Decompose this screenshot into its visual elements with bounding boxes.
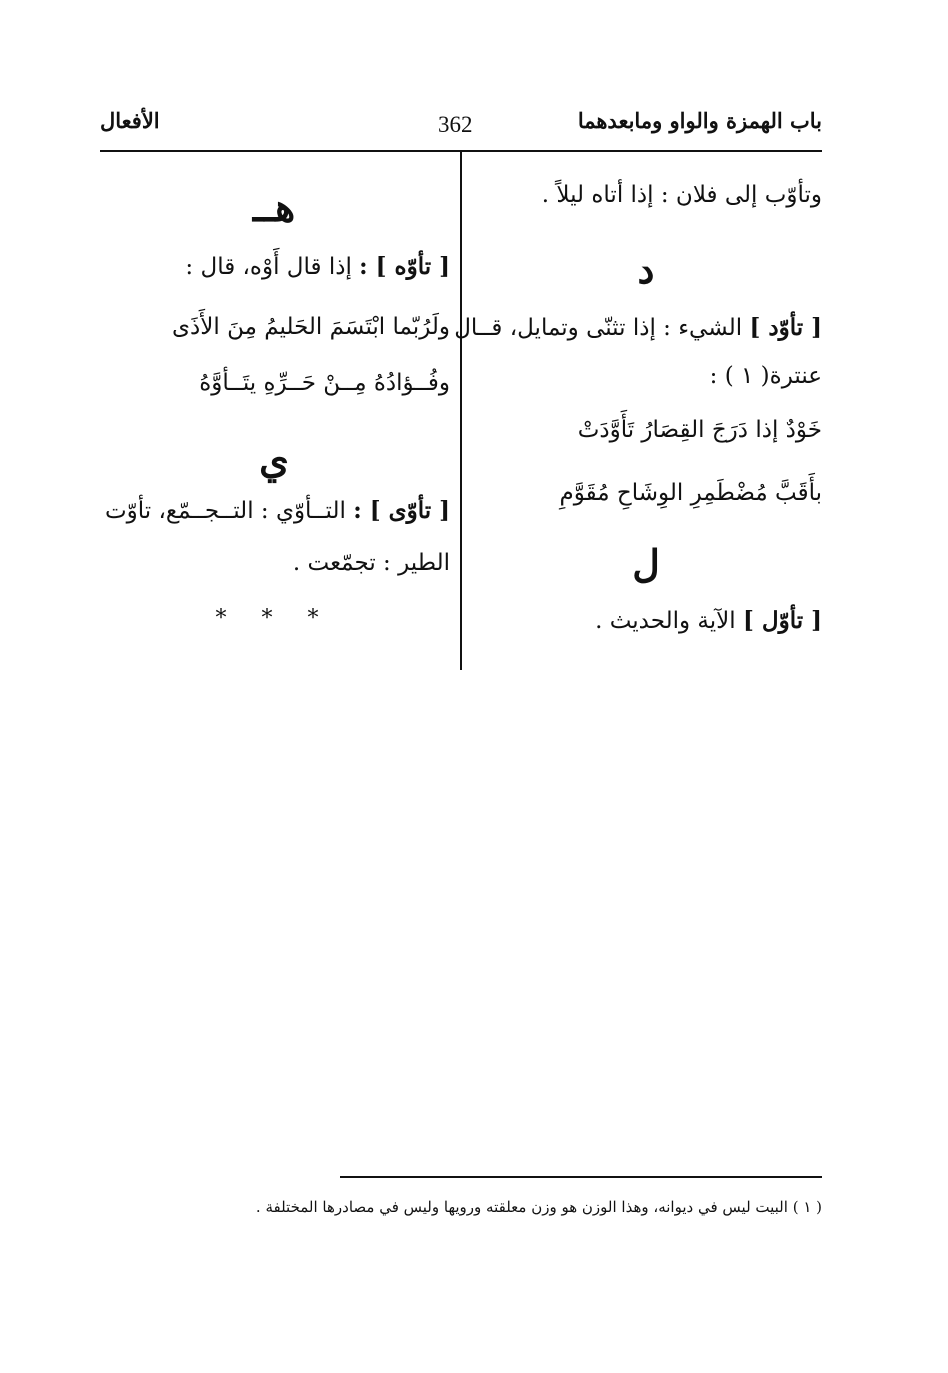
- entry-taawwah-definition: إذا قال أَوْه، قال :: [185, 254, 352, 280]
- section-end-asterisks: * * *: [215, 606, 333, 631]
- verse1-hemistich1: خَوْدٌ إذا دَرَجَ القِصَارُ تَأَوَّدَتْ: [577, 417, 822, 443]
- footnote-rule: [340, 1176, 822, 1178]
- verse1-hemistich2: بأَقَبَّ مُضْطَمِرِ الوِشَاحِ مُقَوَّمِ: [559, 480, 822, 506]
- entry-taawwad-headword: [ تأوّد ]: [749, 314, 822, 341]
- letter-heading-lam: ل: [632, 541, 660, 586]
- entry-taawwal: [470, 606, 822, 636]
- entry-taawwa-headword: [ تأوّى ] :: [353, 497, 450, 524]
- entry-taawwah-headword: [ تأوّه ] :: [359, 253, 450, 280]
- letter-heading-ya: ي: [259, 437, 289, 482]
- running-header-section-title: باب الهمزة والواو ومابعدهما: [577, 108, 822, 133]
- entry-taawwa-continuation: الطير : تجمّعت .: [292, 550, 450, 576]
- entry-taawwah: [98, 252, 450, 282]
- letter-heading-ha: هــ: [252, 185, 296, 230]
- verse2-hemistich2: وفُــؤادُهُ مِــنْ حَــرِّهِ يتَــأوَّهُ: [199, 370, 450, 396]
- running-header-chapter-title: الأفعال: [100, 108, 160, 133]
- entry-taawwad-continuation: عنترة( ١ ) :: [709, 363, 822, 389]
- column-divider: [460, 152, 462, 670]
- verse2-hemistich1: ولَرُبّما ابْتَسَمَ الحَليمُ مِنَ الأَذَى: [172, 314, 450, 340]
- right-line-tawwab: وتأوّب إلى فلان : إذا أتاه ليلاً .: [541, 182, 822, 208]
- footnote-text: ( ١ ) البيت ليس في ديوانه، وهذا الوزن هو وزن معلقته ورويها وليس في مصادرها المختلفة .: [255, 1198, 822, 1216]
- entry-taawwa-definition: التــأوّي : التــجــمّع، تأوّت: [105, 498, 346, 524]
- entry-taawwa: [98, 496, 450, 526]
- page-number: 362: [438, 112, 473, 137]
- entry-taawwad-definition: الشيء : إذا تثنّى وتمايل، قــال: [454, 315, 743, 341]
- entry-taawwal-headword: [ تأوّل ]: [742, 607, 822, 634]
- entry-taawwad: [454, 313, 822, 343]
- entry-taawwal-definition: الآية والحديث .: [595, 608, 736, 634]
- letter-heading-dal: د: [637, 247, 655, 292]
